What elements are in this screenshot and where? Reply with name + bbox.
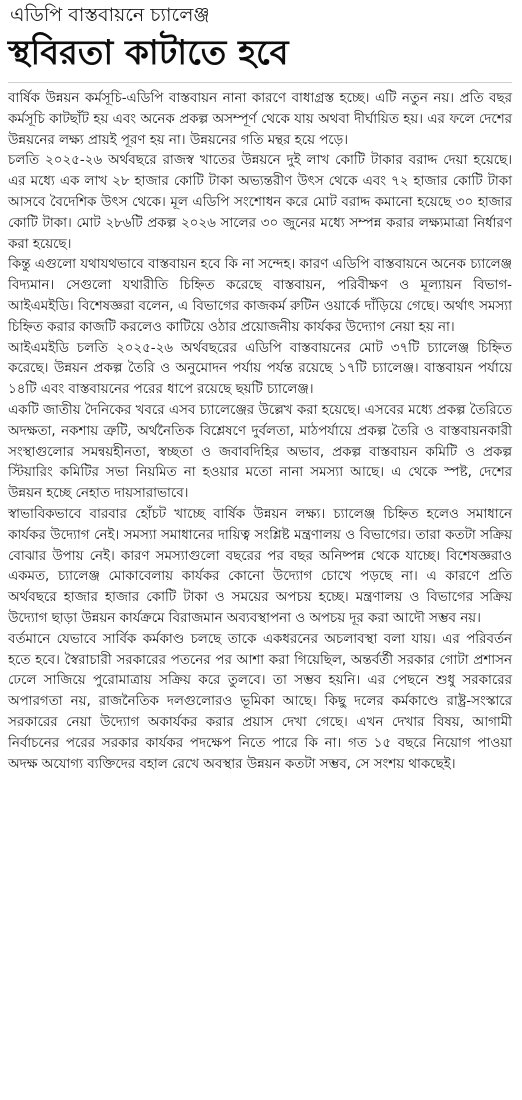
article-kicker: এডিপি বাস্তবায়নে চ্যালেঞ্জ [10, 4, 210, 26]
paragraph-4: আইএমইডি চলতি ২০২৫-২৬ অর্থবছরের এডিপি বাস্তবায়নের মোট ৩৭টি চ্যালেঞ্জ চিহ্নিত করেছে। উন্নয়ন প্রকল্প তৈরি ও অনুমোদন পর্যায় পর্যন্ত রয়েছে ১৭টি চ্যালেঞ্জ। বাস্তবায়ন পর্যায়ে ১৪টি এবং বাস্তবায়নের পরের ধাপে রয়েছে ছয়টি চ্যালেঞ্জ। [8, 340, 512, 398]
paragraph-3: কিন্তু এগুলো যথাযথভাবে বাস্তবায়ন হবে কি না সন্দেহ। কারণ এডিপি বাস্তবায়নে অনেক চ্যালেঞ্জ বিদ্যমান। সেগুলো যথারীতি চিহ্নিত করেছে বাস্তবায়ন, পরিবীক্ষণ ও মূল্যায়ন বিভাগ-আইএমইডি। বিশেষজ্ঞরা বলেন, এ বিভাগের কাজকর্ম রুটিন ওয়ার্কে দাঁড়িয়ে গেছে। অর্থাৎ সমস্যা চিহ্নিত করার কাজটি করলেও কাটিয়ে ওঠার প্রয়োজনীয় কার্যকর উদ্যোগ নেয়া হয় না। [8, 257, 512, 335]
paragraph-5: একটি জাতীয় দৈনিকের খবরে এসব চ্যালেঞ্জের উল্লেখ করা হয়েছে। এসবের মধ্যে প্রকল্প তৈরিতে অদক্ষতা, নকশায় ত্রুটি, অর্থনৈতিক বিশ্লেষণে দুর্বলতা, মাঠপর্যায়ে প্রকল্প তৈরি ও বাস্তবায়নকারী সংস্থাগুলোর সমন্বয়হীনতা, স্বচ্ছতা ও জবাবদিহির অভাব, প্রকল্প বাস্তবায়ন কমিটি ও প্রকল্প স্টিয়ারিং কমিটির সভা নিয়মিত না হওয়ার মতো নানা সমস্যা আছে। এ থেকে স্পষ্ট, দেশের উন্নয়ন হচ্ছে নেহাত দায়সারাভাবে। [8, 402, 512, 502]
paragraph-1: বার্ষিক উন্নয়ন কর্মসূচি-এডিপি বাস্তবায়ন নানা কারণে বাধাগ্রস্ত হচ্ছে। এটি নতুন নয়। প্রতি বছর কর্মসূচি কাটছাঁট হয় এবং অনেক প্রকল্প অসম্পূর্ণ থেকে যায় অথবা দীর্ঘায়িত হয়। এর ফলে দেশের উন্নয়নের লক্ষ্য প্রায়ই পূরণ হয় না। উন্নয়নের গতি মন্থর হয়ে পড়ে। [8, 91, 512, 148]
article-body [8, 89, 512, 775]
editorial-article [8, 2, 512, 775]
paragraph-2: চলতি ২০২৫-২৬ অর্থবছরে রাজস্ব খাতের উন্নয়নে দুই লাখ কোটি টাকার বরাদ্দ দেয়া হয়েছে। এর মধ্যে এক লাখ ২৮ হাজার কোটি টাকা অভ্যন্তরীণ উৎস থেকে এবং ৭২ হাজার কোটি টাকা আসবে বৈদেশিক উৎস থেকে। মূল এডিপি সংশোধন করে মোট বরাদ্দ কমানো হয়েছে ৩০ হাজার কোটি টাকা। মোট ২৮৬টি প্রকল্প ২০২৬ সালের ৩০ জুনের মধ্যে সম্পন্ন করার লক্ষ্যমাত্রা নির্ধারণ করা হয়েছে। [8, 153, 512, 252]
paragraph-7: বর্তমানে যেভাবে সার্বিক কর্মকাণ্ড চলছে তাকে একধরনের অচলাবস্থা বলা যায়। এর পরিবর্তন হতে হবে। স্বৈরাচারী সরকারের পতনের পর আশা করা গিয়েছিল, অন্তর্বর্তী সরকার গোটা প্রশাসন ঢেলে সাজিয়ে পুরোমাত্রায় সক্রিয় করে তুলবে। তা সম্ভব হয়নি। এর পেছনে শুধু সরকারের অপারগতা নয়, রাজনৈতিক দলগুলোরও ভূমিকা আছে। কিছু দলের কর্মকাণ্ডে রাষ্ট্র-সংস্কারে সরকারের নেয়া উদ্যোগ অকার্যকর করার প্রয়াস দেখা গেছে। এখন দেখার বিষয়, আগামী নির্বাচনের পরের সরকার কার্যকর পদক্ষেপ নিতে পারে কি না। গত ১৫ বছরে নিয়োগ পাওয়া অদক্ষ অযোগ্য ব্যক্তিদের বহাল রেখে অবস্থার উন্নয়ন কতটা সম্ভব, সে সংশয় থাকছেই। [8, 631, 512, 772]
paragraph-6: স্বাভাবিকভাবে বারবার হোঁচট খাচ্ছে বার্ষিক উন্নয়ন লক্ষ্য। চ্যালেঞ্জ চিহ্নিত হলেও সমাধানে কার্যকর উদ্যোগ নেই। সমস্যা সমাধানের দায়িত্ব সংশ্লিষ্ট মন্ত্রণালয় ও বিভাগের। তারা কতটা সক্রিয় বোঝার উপায় নেই। কারণ সমস্যাগুলো বছরের পর বছর অনিষ্পন্ন থেকে যাচ্ছে। বিশেষজ্ঞরাও একমত, চ্যালেঞ্জ মোকাবেলায় কার্যকর কোনো উদ্যোগ চোখে পড়ছে না। এ কারণে প্রতি অর্থবছরে হাজার হাজার কোটি টাকা ও সময়ের অপচয় হচ্ছে। মন্ত্রণালয় ও বিভাগের সক্রিয় উদ্যোগ ছাড়া উন্নয়ন কার্যক্রমে বিরাজমান অব্যবস্থাপনা ও অপচয় দূর করা আদৌ সম্ভব নয়। [8, 506, 512, 626]
article-headline: স্থবিরতা কাটাতে হবে [8, 30, 512, 83]
